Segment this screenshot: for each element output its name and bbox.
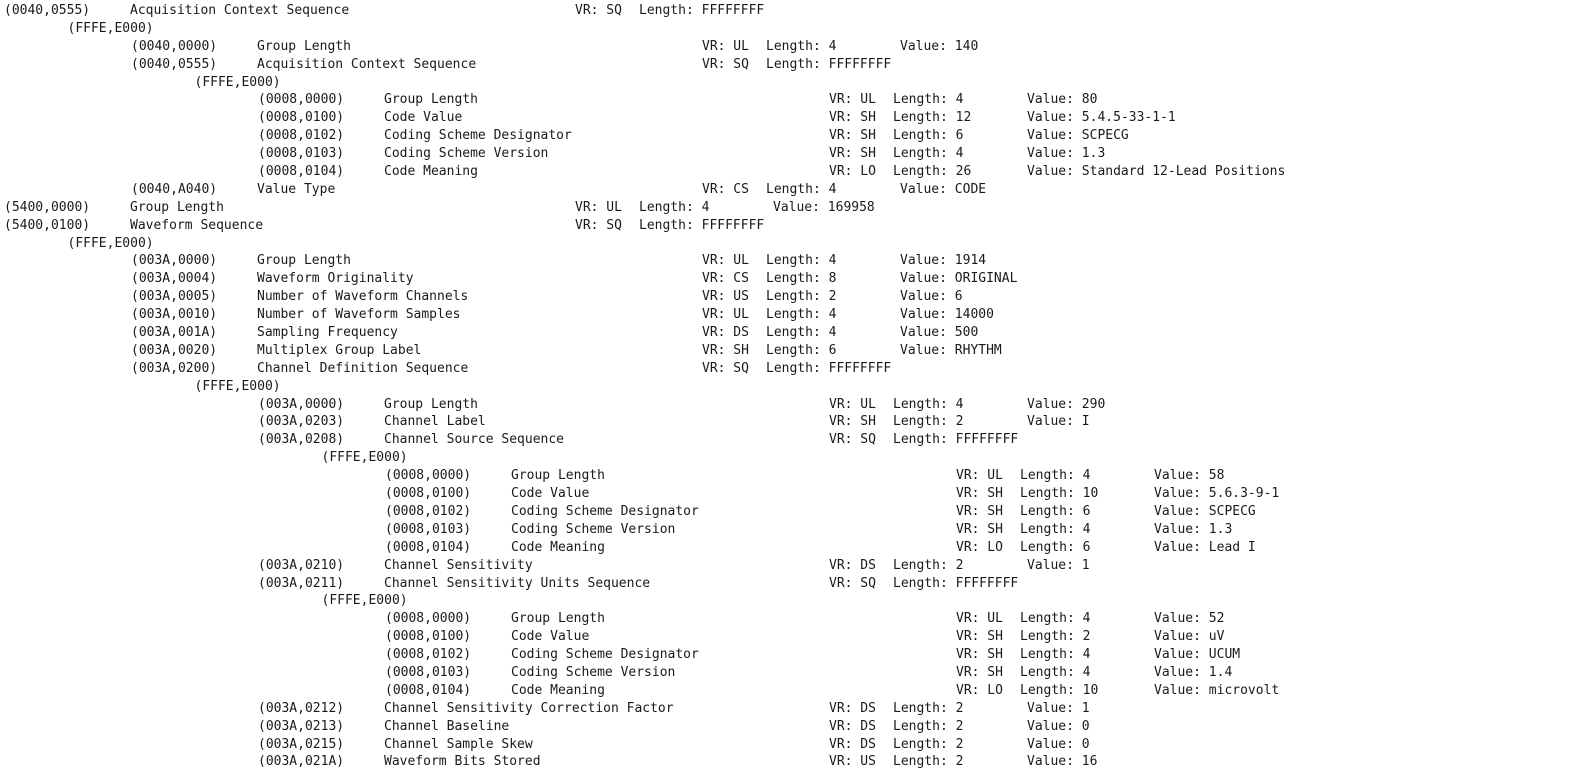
element-tag: (0008,0000) xyxy=(385,611,472,627)
element-vr: VR: SQ xyxy=(702,56,749,72)
dicom-element-row xyxy=(4,485,1574,503)
element-value: Value: 169958 xyxy=(773,199,875,215)
element-vr: VR: SH xyxy=(702,342,749,358)
element-name: Coding Scheme Version xyxy=(384,146,549,162)
element-vr: VR: US xyxy=(702,289,749,305)
element-value: Value: Lead I xyxy=(1154,539,1256,555)
element-length: Length: 2 xyxy=(893,718,964,734)
element-tag: (0008,0103) xyxy=(385,521,472,537)
element-name: Acquisition Context Sequence xyxy=(130,3,350,18)
element-name: Group Length xyxy=(384,92,478,108)
element-value: Value: 6 xyxy=(900,289,963,305)
element-tag: (0008,0100) xyxy=(258,110,345,126)
dicom-element-row xyxy=(4,270,1574,288)
element-length: Length: 6 xyxy=(1020,503,1091,519)
element-name: Code Value xyxy=(511,629,590,645)
element-tag: (003A,0208) xyxy=(258,432,345,448)
element-name: Code Meaning xyxy=(384,164,478,180)
element-vr: VR: UL xyxy=(575,199,622,215)
element-name: Channel Source Sequence xyxy=(384,432,565,448)
element-vr: VR: SQ xyxy=(575,217,622,233)
element-tag: (0008,0100) xyxy=(385,486,472,502)
element-vr: VR: CS xyxy=(702,181,749,197)
element-value: Value: 1 xyxy=(1027,700,1090,716)
dicom-element-row xyxy=(4,360,1574,378)
element-length: Length: 4 xyxy=(766,38,837,54)
element-tag: (0008,0104) xyxy=(385,539,472,555)
element-tag: (0008,0000) xyxy=(258,92,345,108)
element-vr: VR: US xyxy=(829,754,876,770)
element-length: Length: 6 xyxy=(893,128,964,144)
element-tag: (0040,0555) xyxy=(131,56,218,72)
element-length: Length: 2 xyxy=(1020,629,1091,645)
element-length: Length: 2 xyxy=(893,557,964,573)
element-tag: (003A,0004) xyxy=(131,271,218,287)
element-value: Value: 0 xyxy=(1027,736,1090,752)
element-length: Length: FFFFFFFF xyxy=(766,360,892,376)
element-tag: (0008,0102) xyxy=(385,503,472,519)
element-tag: (FFFE,E000) xyxy=(67,235,154,251)
element-vr: VR: SH xyxy=(829,146,876,162)
sequence-item-row xyxy=(4,592,1574,610)
element-tag: (FFFE,E000) xyxy=(321,450,408,466)
element-vr: VR: UL xyxy=(702,38,749,54)
element-tag: (003A,0203) xyxy=(258,414,345,430)
element-vr: VR: DS xyxy=(829,557,876,573)
element-value: Value: CODE xyxy=(900,181,987,197)
element-vr: VR: DS xyxy=(702,325,749,341)
element-vr: VR: UL xyxy=(829,396,876,412)
dicom-element-row xyxy=(4,91,1574,109)
element-name: Channel Sensitivity Units Sequence xyxy=(384,575,651,591)
element-tag: (FFFE,E000) xyxy=(321,593,408,609)
element-tag: (003A,0200) xyxy=(131,360,218,376)
element-name: Group Length xyxy=(257,253,351,269)
element-vr: VR: SH xyxy=(956,486,1003,502)
element-value: Value: 5.4.5-33-1-1 xyxy=(1027,110,1176,126)
element-tag: (003A,0000) xyxy=(258,396,345,412)
element-vr: VR: DS xyxy=(829,718,876,734)
element-length: Length: 26 xyxy=(893,164,972,180)
element-vr: VR: DS xyxy=(829,736,876,752)
dicom-element-row xyxy=(4,431,1574,449)
dicom-element-row xyxy=(4,288,1574,306)
element-name: Number of Waveform Channels xyxy=(257,289,469,305)
element-name: Code Value xyxy=(511,486,590,502)
element-length: Length: FFFFFFFF xyxy=(639,3,765,18)
dicom-element-row xyxy=(4,163,1574,181)
element-length: Length: 6 xyxy=(766,342,837,358)
element-value: Value: RHYTHM xyxy=(900,342,1002,358)
dicom-element-row xyxy=(4,145,1574,163)
element-tag: (FFFE,E000) xyxy=(194,378,281,394)
dicom-element-row xyxy=(4,38,1574,56)
element-name: Group Length xyxy=(130,199,224,215)
element-value: Value: 290 xyxy=(1027,396,1106,412)
element-name: Channel Label xyxy=(384,414,486,430)
element-length: Length: 4 xyxy=(1020,468,1091,484)
element-vr: VR: LO xyxy=(829,164,876,180)
element-name: Channel Definition Sequence xyxy=(257,360,469,376)
element-name: Channel Baseline xyxy=(384,718,510,734)
element-name: Waveform Bits Stored xyxy=(384,754,541,770)
dicom-element-row xyxy=(4,56,1574,74)
element-name: Channel Sensitivity xyxy=(384,557,533,573)
element-name: Code Meaning xyxy=(511,682,605,698)
element-tag: (FFFE,E000) xyxy=(194,74,281,90)
element-tag: (003A,0005) xyxy=(131,289,218,305)
element-length: Length: FFFFFFFF xyxy=(639,217,765,233)
sequence-item-row xyxy=(4,74,1574,92)
element-length: Length: 4 xyxy=(893,146,964,162)
element-name: Waveform Sequence xyxy=(130,217,264,233)
element-tag: (5400,0100) xyxy=(4,217,91,233)
dicom-element-row xyxy=(4,628,1574,646)
sequence-item-row xyxy=(4,20,1574,38)
element-name: Number of Waveform Samples xyxy=(257,307,461,323)
element-length: Length: 2 xyxy=(893,700,964,716)
element-value: Value: 1.4 xyxy=(1154,664,1233,680)
element-tag: (5400,0000) xyxy=(4,199,91,215)
element-value: Value: uV xyxy=(1154,629,1225,645)
element-length: Length: 8 xyxy=(766,271,837,287)
element-vr: VR: UL xyxy=(829,92,876,108)
element-value: Value: 5.6.3-9-1 xyxy=(1154,486,1280,502)
element-vr: VR: UL xyxy=(956,611,1003,627)
element-name: Sampling Frequency xyxy=(257,325,398,341)
element-tag: (003A,0213) xyxy=(258,718,345,734)
element-name: Coding Scheme Designator xyxy=(384,128,572,144)
element-name: Group Length xyxy=(257,38,351,54)
dicom-element-row xyxy=(4,557,1574,575)
element-tag: (0008,0102) xyxy=(258,128,345,144)
dicom-element-row xyxy=(4,252,1574,270)
element-length: Length: 4 xyxy=(766,325,837,341)
element-value: Value: 14000 xyxy=(900,307,994,323)
dicom-element-row xyxy=(4,467,1574,485)
element-value: Value: 140 xyxy=(900,38,979,54)
dicom-element-row xyxy=(4,718,1574,736)
element-length: Length: FFFFFFFF xyxy=(893,575,1019,591)
element-value: Value: SCPECG xyxy=(1154,503,1256,519)
element-name: Waveform Originality xyxy=(257,271,414,287)
element-length: Length: 4 xyxy=(893,396,964,412)
element-value: Value: microvolt xyxy=(1154,682,1280,698)
element-vr: VR: SQ xyxy=(575,3,622,18)
dicom-element-row xyxy=(4,217,1574,235)
element-vr: VR: SH xyxy=(956,503,1003,519)
element-tag: (003A,001A) xyxy=(131,325,218,341)
element-name: Coding Scheme Designator xyxy=(511,503,699,519)
element-name: Channel Sample Skew xyxy=(384,736,533,752)
element-value: Value: 16 xyxy=(1027,754,1098,770)
element-name: Value Type xyxy=(257,181,336,197)
element-name: Channel Sensitivity Correction Factor xyxy=(384,700,674,716)
element-length: Length: 4 xyxy=(639,199,710,215)
element-vr: VR: SH xyxy=(829,128,876,144)
element-length: Length: 4 xyxy=(766,181,837,197)
element-length: Length: 4 xyxy=(766,307,837,323)
element-length: Length: 4 xyxy=(893,92,964,108)
dicom-element-row xyxy=(4,199,1574,217)
element-vr: VR: SH xyxy=(829,110,876,126)
element-name: Acquisition Context Sequence xyxy=(257,56,477,72)
element-name: Group Length xyxy=(511,611,605,627)
element-vr: VR: UL xyxy=(956,468,1003,484)
element-tag: (0008,0000) xyxy=(385,468,472,484)
element-value: Value: Standard 12-Lead Positions xyxy=(1027,164,1286,180)
dicom-element-row xyxy=(4,181,1574,199)
dicom-element-row xyxy=(4,646,1574,664)
element-tag: (0008,0103) xyxy=(385,664,472,680)
element-vr: VR: CS xyxy=(702,271,749,287)
dicom-element-row xyxy=(4,610,1574,628)
element-tag: (0040,0000) xyxy=(131,38,218,54)
element-value: Value: 1.3 xyxy=(1154,521,1233,537)
element-vr: VR: DS xyxy=(829,700,876,716)
element-tag: (FFFE,E000) xyxy=(67,20,154,36)
element-vr: VR: UL xyxy=(702,307,749,323)
element-value: Value: 0 xyxy=(1027,718,1090,734)
dicom-element-row xyxy=(4,413,1574,431)
dicom-element-row xyxy=(4,2,1574,20)
element-tag: (0008,0103) xyxy=(258,146,345,162)
dicom-element-row xyxy=(4,503,1574,521)
element-value: Value: 1.3 xyxy=(1027,146,1106,162)
element-tag: (0008,0102) xyxy=(385,647,472,663)
element-vr: VR: LO xyxy=(956,682,1003,698)
dicom-element-row xyxy=(4,736,1574,754)
dicom-element-row xyxy=(4,306,1574,324)
element-tag: (0008,0100) xyxy=(385,629,472,645)
element-value: Value: 52 xyxy=(1154,611,1225,627)
element-value: Value: 1914 xyxy=(900,253,987,269)
element-name: Multiplex Group Label xyxy=(257,342,422,358)
element-vr: VR: SH xyxy=(956,521,1003,537)
element-tag: (0008,0104) xyxy=(258,164,345,180)
element-length: Length: 10 xyxy=(1020,682,1099,698)
dicom-element-row xyxy=(4,324,1574,342)
element-length: Length: FFFFFFFF xyxy=(893,432,1019,448)
dicom-element-row xyxy=(4,127,1574,145)
element-vr: VR: SH xyxy=(956,629,1003,645)
element-length: Length: 10 xyxy=(1020,486,1099,502)
dicom-element-row xyxy=(4,342,1574,360)
element-length: Length: 4 xyxy=(1020,521,1091,537)
dicom-element-row xyxy=(4,521,1574,539)
element-name: Group Length xyxy=(511,468,605,484)
element-value: Value: SCPECG xyxy=(1027,128,1129,144)
element-vr: VR: SQ xyxy=(829,432,876,448)
element-name: Group Length xyxy=(384,396,478,412)
element-tag: (003A,021A) xyxy=(258,754,345,770)
element-vr: VR: SH xyxy=(829,414,876,430)
sequence-item-row xyxy=(4,449,1574,467)
element-name: Code Meaning xyxy=(511,539,605,555)
element-tag: (0040,0555) xyxy=(4,3,91,18)
element-name: Coding Scheme Version xyxy=(511,521,676,537)
element-tag: (003A,0020) xyxy=(131,342,218,358)
element-vr: VR: SH xyxy=(956,664,1003,680)
element-vr: VR: LO xyxy=(956,539,1003,555)
element-tag: (003A,0212) xyxy=(258,700,345,716)
element-name: Coding Scheme Version xyxy=(511,664,676,680)
element-vr: VR: SQ xyxy=(702,360,749,376)
element-value: Value: 500 xyxy=(900,325,979,341)
dicom-element-row xyxy=(4,575,1574,593)
dicom-element-row xyxy=(4,664,1574,682)
element-name: Code Value xyxy=(384,110,463,126)
element-tag: (0040,A040) xyxy=(131,181,218,197)
element-length: Length: 4 xyxy=(1020,611,1091,627)
element-tag: (003A,0010) xyxy=(131,307,218,323)
dicom-element-row xyxy=(4,700,1574,718)
dicom-element-row xyxy=(4,682,1574,700)
element-length: Length: 6 xyxy=(1020,539,1091,555)
element-length: Length: 4 xyxy=(766,253,837,269)
element-length: Length: 4 xyxy=(1020,647,1091,663)
element-value: Value: ORIGINAL xyxy=(900,271,1018,287)
element-value: Value: I xyxy=(1027,414,1090,430)
dicom-element-row xyxy=(4,109,1574,127)
element-value: Value: 58 xyxy=(1154,468,1225,484)
element-length: Length: FFFFFFFF xyxy=(766,56,892,72)
element-value: Value: UCUM xyxy=(1154,647,1241,663)
element-length: Length: 2 xyxy=(766,289,837,305)
element-vr: VR: SH xyxy=(956,647,1003,663)
dicom-dump-listing xyxy=(4,2,1574,771)
element-length: Length: 2 xyxy=(893,414,964,430)
element-length: Length: 4 xyxy=(1020,664,1091,680)
element-length: Length: 2 xyxy=(893,754,964,770)
element-tag: (003A,0210) xyxy=(258,557,345,573)
element-name: Coding Scheme Designator xyxy=(511,647,699,663)
element-tag: (003A,0211) xyxy=(258,575,345,591)
element-tag: (003A,0215) xyxy=(258,736,345,752)
element-length: Length: 12 xyxy=(893,110,972,126)
element-tag: (0008,0104) xyxy=(385,682,472,698)
dicom-element-row xyxy=(4,396,1574,414)
element-length: Length: 2 xyxy=(893,736,964,752)
element-value: Value: 80 xyxy=(1027,92,1098,108)
element-value: Value: 1 xyxy=(1027,557,1090,573)
sequence-item-row xyxy=(4,235,1574,253)
dicom-element-row xyxy=(4,539,1574,557)
element-tag: (003A,0000) xyxy=(131,253,218,269)
element-vr: VR: UL xyxy=(702,253,749,269)
sequence-item-row xyxy=(4,378,1574,396)
element-vr: VR: SQ xyxy=(829,575,876,591)
dicom-element-row xyxy=(4,753,1574,771)
